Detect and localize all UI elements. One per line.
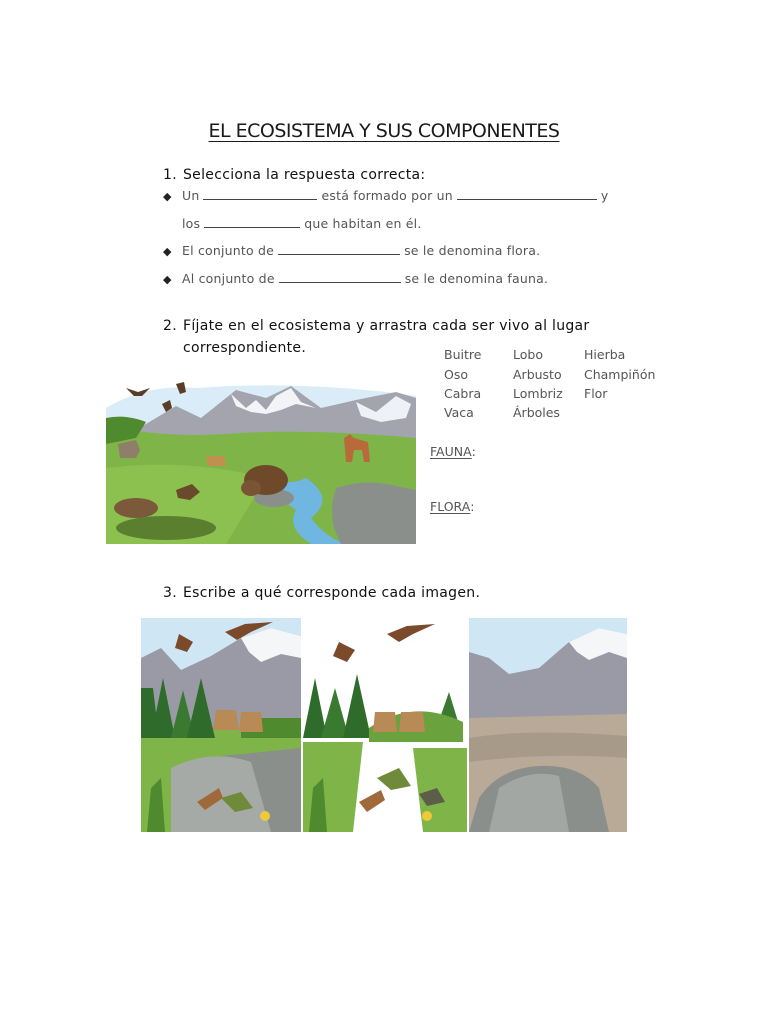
q1-blank-5[interactable]: [279, 272, 401, 283]
q1-line-3: [163, 243, 540, 258]
word-item[interactable]: Oso: [444, 367, 468, 382]
flora-label: FLORA: [430, 499, 471, 514]
fauna-colon: :: [471, 444, 476, 459]
word-item[interactable]: Lobo: [513, 347, 543, 362]
question-2-heading-line-2: correspondiente.: [183, 340, 307, 356]
word-item[interactable]: Champiñón: [584, 367, 656, 382]
diamond-bullet-icon: ◆: [163, 273, 172, 286]
question-3-heading: [163, 585, 480, 601]
question-2-heading: [163, 318, 590, 334]
word-item[interactable]: Árboles: [513, 405, 560, 420]
q1-line-2-text-b: que habitan en él.: [304, 216, 422, 231]
fauna-label: FAUNA: [430, 444, 472, 459]
word-item[interactable]: Buitre: [444, 347, 482, 362]
q1-line-1-text-c: y: [600, 188, 609, 203]
q1-line-4-text-b: se le denomina fauna.: [404, 271, 549, 286]
question-3-text: Escribe a qué corresponde cada imagen.: [183, 585, 481, 601]
q1-line-2: [182, 216, 422, 231]
question-2-text-line-1: Fíjate en el ecosistema y arrastra cada ser vivo al lugar: [183, 318, 590, 334]
full-ecosystem-scene: [141, 618, 301, 832]
word-item[interactable]: Hierba: [584, 347, 626, 362]
diamond-bullet-icon: ◆: [163, 190, 172, 203]
mountain-meadow-scene: [106, 378, 416, 544]
question-3-number: 3.: [163, 585, 177, 601]
question-2-number: 2.: [163, 318, 177, 334]
q1-line-3-text-a: El conjunto de: [182, 243, 275, 258]
word-item[interactable]: Cabra: [444, 386, 482, 401]
q1-blank-3[interactable]: [204, 217, 300, 228]
physical-environment-scene: [469, 618, 627, 832]
word-item[interactable]: Lombriz: [513, 386, 563, 401]
question-1-number: 1.: [163, 167, 177, 183]
image-full-ecosystem: [141, 618, 301, 832]
diamond-bullet-icon: ◆: [163, 245, 172, 258]
q1-line-4-text-a: Al conjunto de: [182, 271, 275, 286]
image-physical-environment: [469, 618, 627, 832]
q1-blank-1[interactable]: [203, 189, 317, 200]
ecosystem-illustration: [106, 378, 416, 544]
q1-line-3-text-b: se le denomina flora.: [404, 243, 541, 258]
worksheet-title: EL ECOSISTEMA Y SUS COMPONENTES: [208, 120, 560, 142]
question-1-heading: [163, 167, 425, 183]
flora-drop-zone[interactable]: [430, 499, 475, 514]
word-item[interactable]: Vaca: [444, 405, 474, 420]
word-item[interactable]: Arbusto: [513, 367, 562, 382]
q1-line-2-text-a: los: [182, 216, 201, 231]
flora-colon: :: [470, 499, 475, 514]
q1-line-4: [163, 271, 548, 286]
q1-line-1-text-a: Un: [182, 188, 200, 203]
q1-blank-2[interactable]: [457, 189, 597, 200]
q1-line-1-text-b: está formado por un: [321, 188, 453, 203]
question-1-text: Selecciona la respuesta correcta:: [183, 167, 426, 183]
word-item[interactable]: Flor: [584, 386, 608, 401]
fauna-drop-zone[interactable]: [430, 444, 476, 459]
living-beings-scene: [303, 618, 467, 832]
q1-blank-4[interactable]: [278, 244, 400, 255]
q1-line-1: [163, 188, 609, 203]
image-living-beings: [303, 618, 467, 832]
